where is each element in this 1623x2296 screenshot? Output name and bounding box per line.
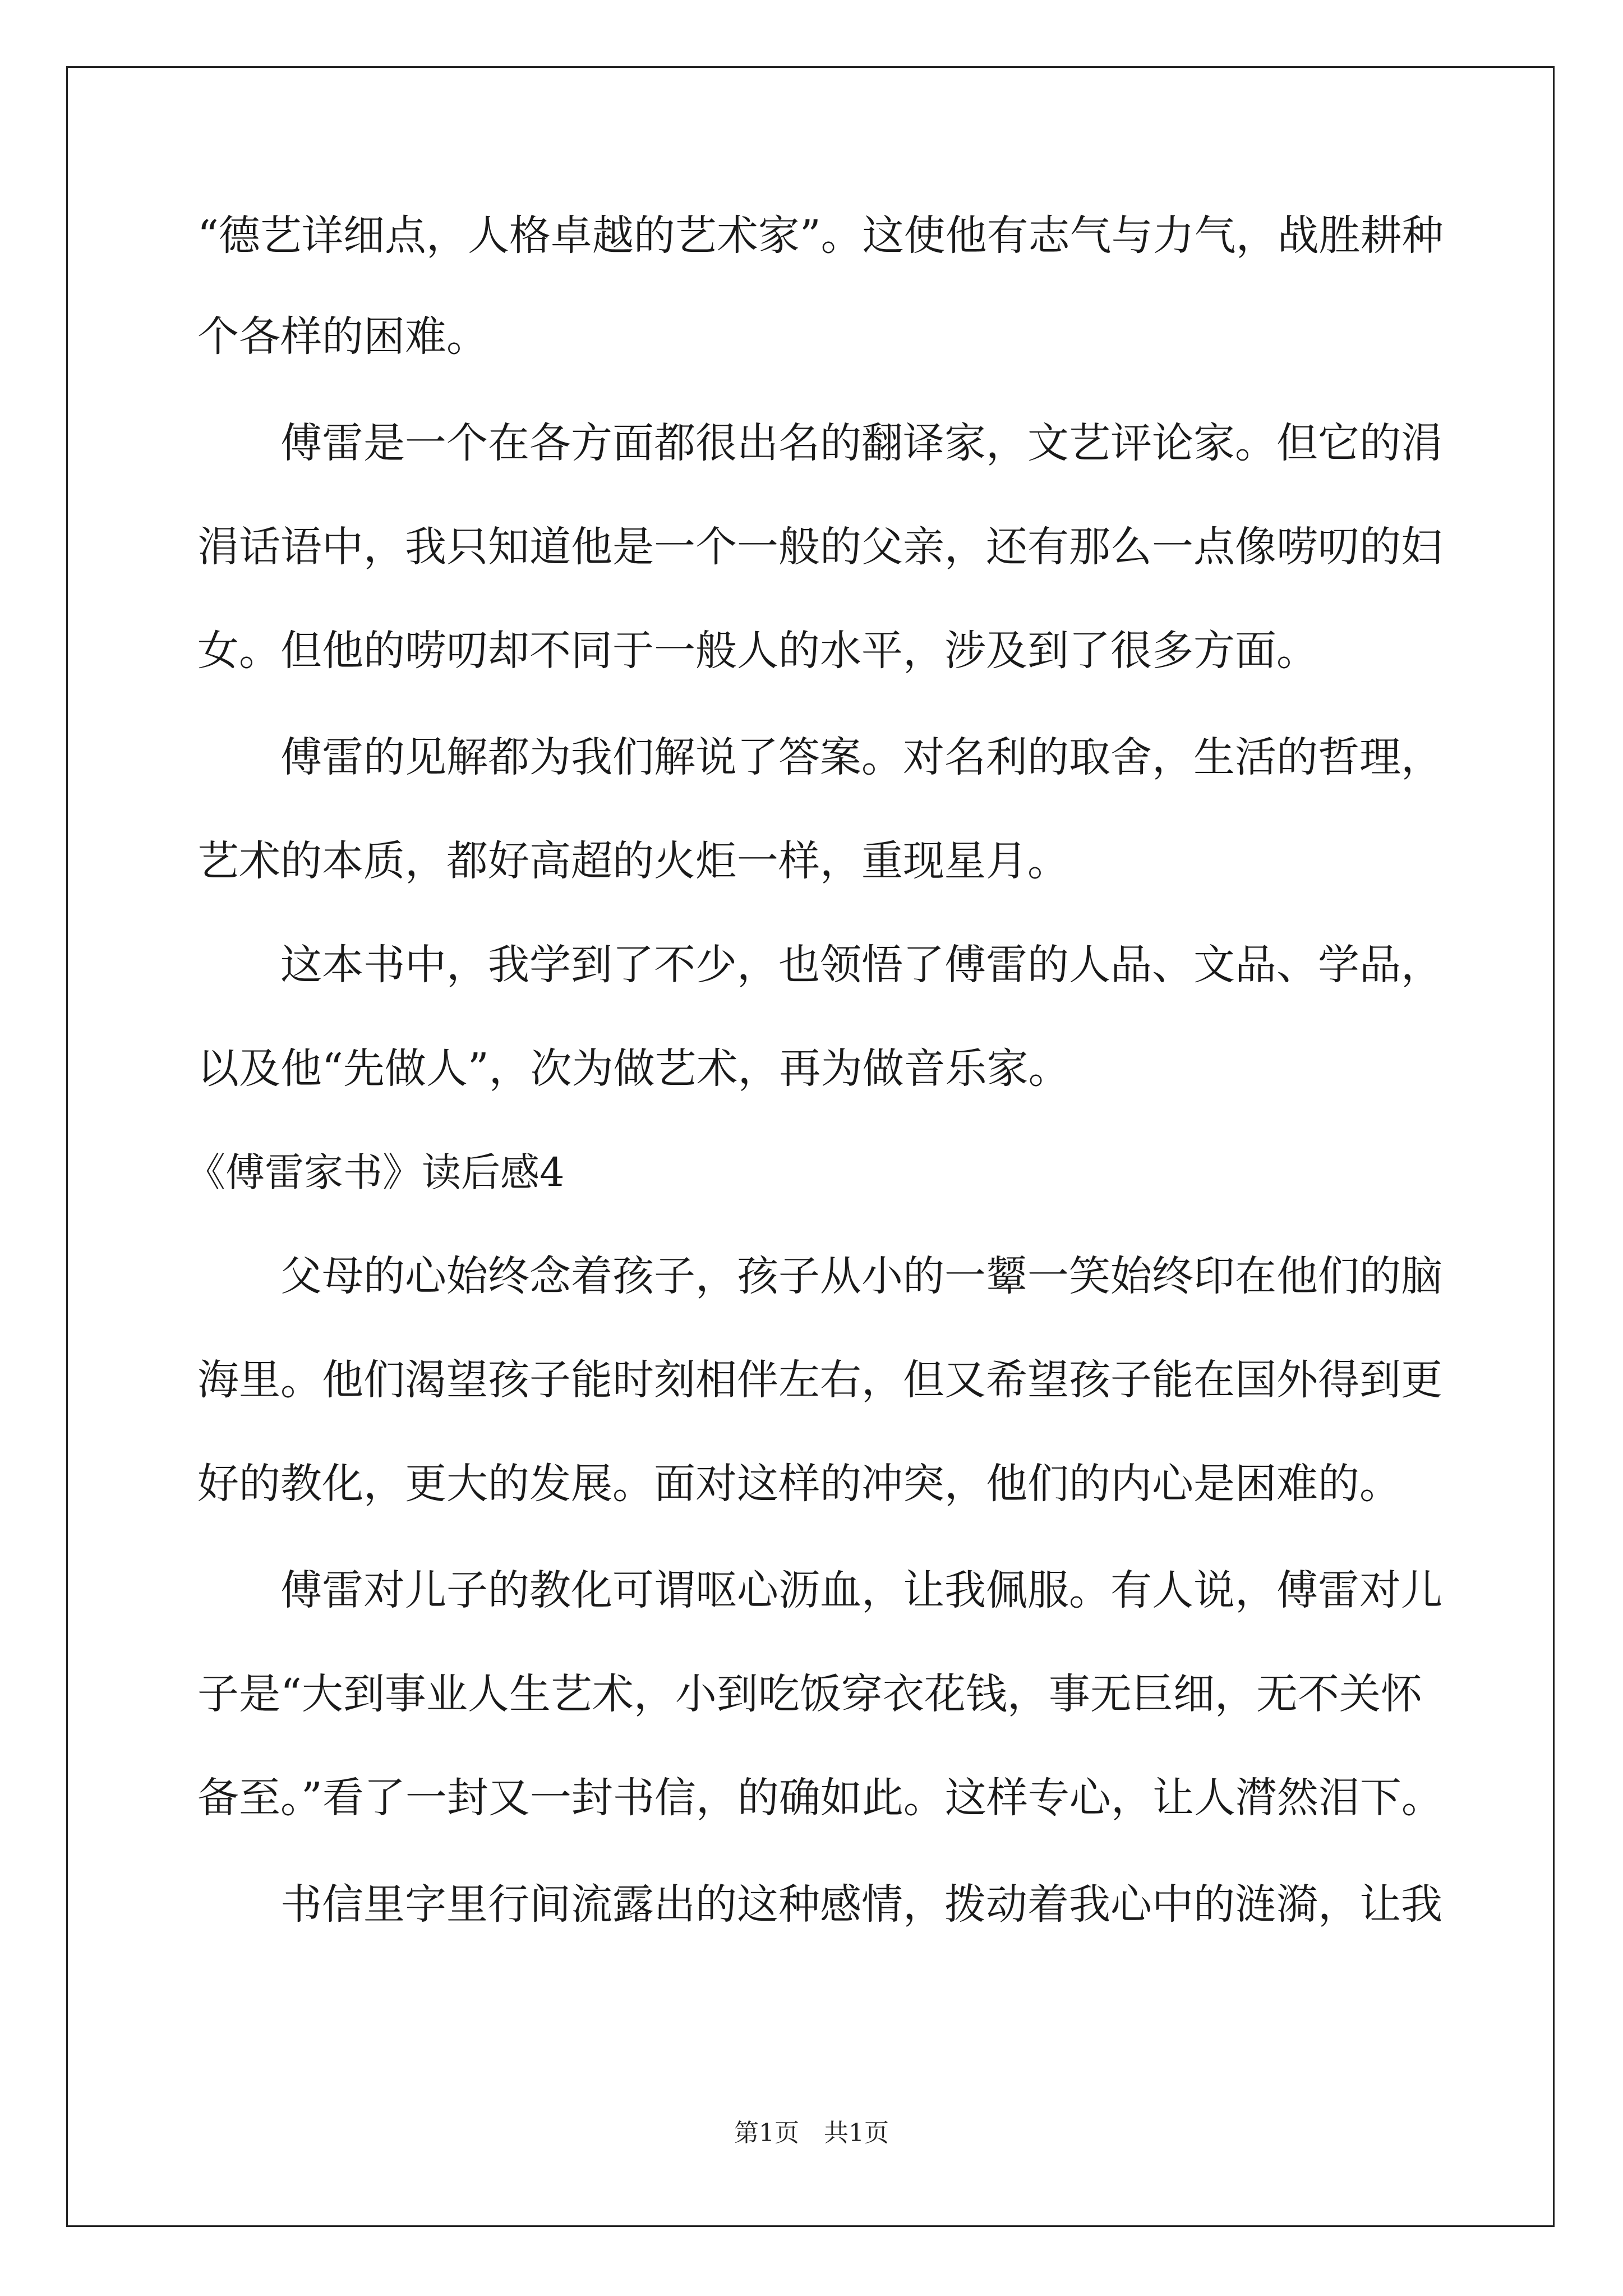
paragraph-line: 子是“大到事业人生艺术，小到吃饭穿衣花钱，事无巨细，无不关怀	[197, 1670, 1422, 1718]
paragraph-line: 好的教化，更大的发展。面对这样的冲突，他们的内心是困难的。	[197, 1460, 1401, 1508]
paragraph-line: 艺术的本质，都好高超的火炬一样，重现星月。	[197, 837, 1069, 885]
page-footer: 第1页 共1页	[734, 2119, 889, 2147]
paragraph-line: 这本书中，我学到了不少，也领悟了傅雷的人品、文品、学品，	[280, 941, 1442, 989]
paragraph-line: 傅雷是一个在各方面都很出名的翻译家，文艺评论家。但它的涓	[280, 419, 1442, 467]
paragraph-line: 个各样的困难。	[197, 312, 488, 361]
paragraph-line: 傅雷对儿子的教化可谓呕心沥血，让我佩服。有人说，傅雷对儿	[280, 1566, 1442, 1614]
paragraph-line: 以及他“先做人”，次为做艺术，再为做音乐家。	[197, 1045, 1070, 1093]
section-title: 《傅雷家书》读后感4	[186, 1149, 565, 1195]
paragraph-line: 备至。”看了一封又一封书信，的确如此。这样专心，让人潸然泪下。	[197, 1774, 1443, 1822]
paragraph-line: 海里。他们渴望孩子能时刻相伴左右，但又希望孩子能在国外得到更	[197, 1356, 1442, 1404]
paragraph-line: 傅雷的见解都为我们解说了答案。对名利的取舍，生活的哲理，	[280, 733, 1442, 781]
paragraph-line: 书信里字里行间流露出的这种感情，拨动着我心中的涟漪，让我	[280, 1880, 1442, 1929]
paragraph-line: “德艺详细点，人格卓越的艺术家”。这使他有志气与力气，战胜耕种	[197, 211, 1444, 260]
paragraph-line: 涓话语中，我只知道他是一个一般的父亲，还有那么一点像唠叨的妇	[197, 523, 1442, 571]
paragraph-line: 父母的心始终念着孩子，孩子从小的一颦一笑始终印在他们的脑	[280, 1252, 1442, 1300]
paragraph-line: 女。但他的唠叨却不同于一般人的水平，涉及到了很多方面。	[197, 627, 1318, 675]
